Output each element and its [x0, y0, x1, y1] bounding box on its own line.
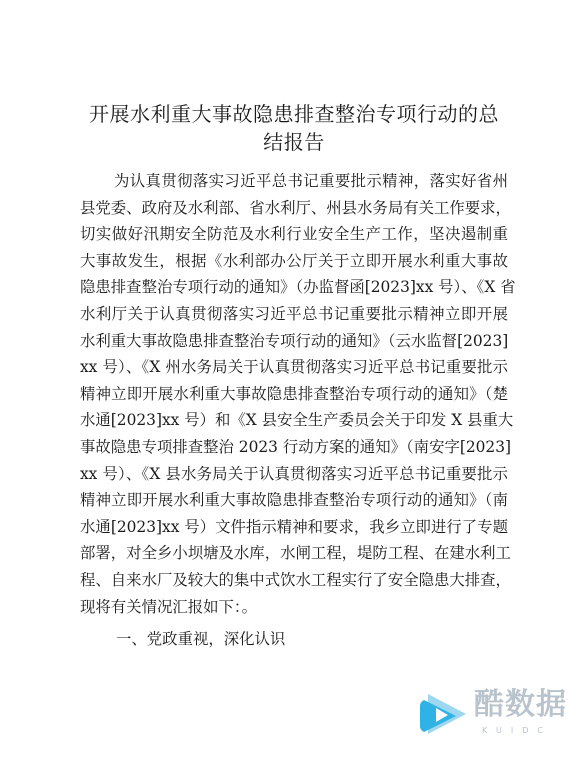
body-line: 切实做好汛期安全防范及水利行业安全生产工作，坚决遏制重: [80, 225, 508, 244]
body-paragraph: [80, 168, 516, 620]
body-line: 隐患排查整治专项行动的通知》（办监督函[2023]xx 号）、《X 省: [80, 278, 516, 297]
body-line: 现将有关情况汇报如下：。: [80, 597, 257, 616]
body-line: 精神立即开展水利重大事故隐患排查整治专项行动的通知》（南: [80, 491, 508, 510]
watermark-subtitle: KUIDC: [482, 726, 552, 735]
play-triangle-icon: [418, 688, 474, 740]
body-line: 水通[2023]xx 号）文件指示精神和要求，我乡立即进行了专题: [80, 517, 508, 536]
body-line: 大事故发生，根据《水利部办公厅关于立即开展水利重大事故: [80, 251, 508, 270]
section-heading: 一、党政重视，深化认识: [116, 630, 286, 648]
body-line: 县党委、政府及水利部、省水利厅、州县水务局有关工作要求，: [80, 198, 511, 217]
watermark: [418, 684, 568, 746]
body-line: 精神立即开展水利重大事故隐患排查整治专项行动的通知》（楚: [80, 384, 508, 403]
body-line: 部署，对全乡小坝塘及水库，水闸工程，堤防工程、在建水利工: [80, 544, 511, 563]
body-line: xx 号）、《X 州水务局关于认真贯彻落实习近平总书记重要批示: [80, 358, 508, 377]
watermark-brand: 酷数据: [474, 687, 567, 722]
title-line-1: 开展水利重大事故隐患排查整治专项行动的总: [89, 102, 499, 126]
body-line: 程、自来水厂及较大的集中式饮水工程实行了安全隐患大排查，: [80, 570, 511, 589]
body-line: 事故隐患专项排查整治 2023 行动方案的通知》（南安字[2023]: [80, 437, 512, 456]
document-title: [82, 100, 506, 156]
body-line: 水通[2023]xx 号）和《X 县安全生产委员会关于印发 X 县重大: [80, 411, 514, 430]
body-line: 为认真贯彻落实习近平总书记重要批示精神，落实好省州: [114, 172, 508, 190]
title-line-2: 结报告: [263, 130, 325, 154]
body-line: 水利厅关于认真贯彻落实习近平总书记重要批示精神立即开展: [80, 304, 508, 323]
body-line: xx 号）、《X 县水务局关于认真贯彻落实习近平总书记重要批示: [80, 464, 508, 483]
body-line: 水利重大事故隐患排查整治专项行动的通知》（云水监督[2023]: [80, 331, 509, 350]
